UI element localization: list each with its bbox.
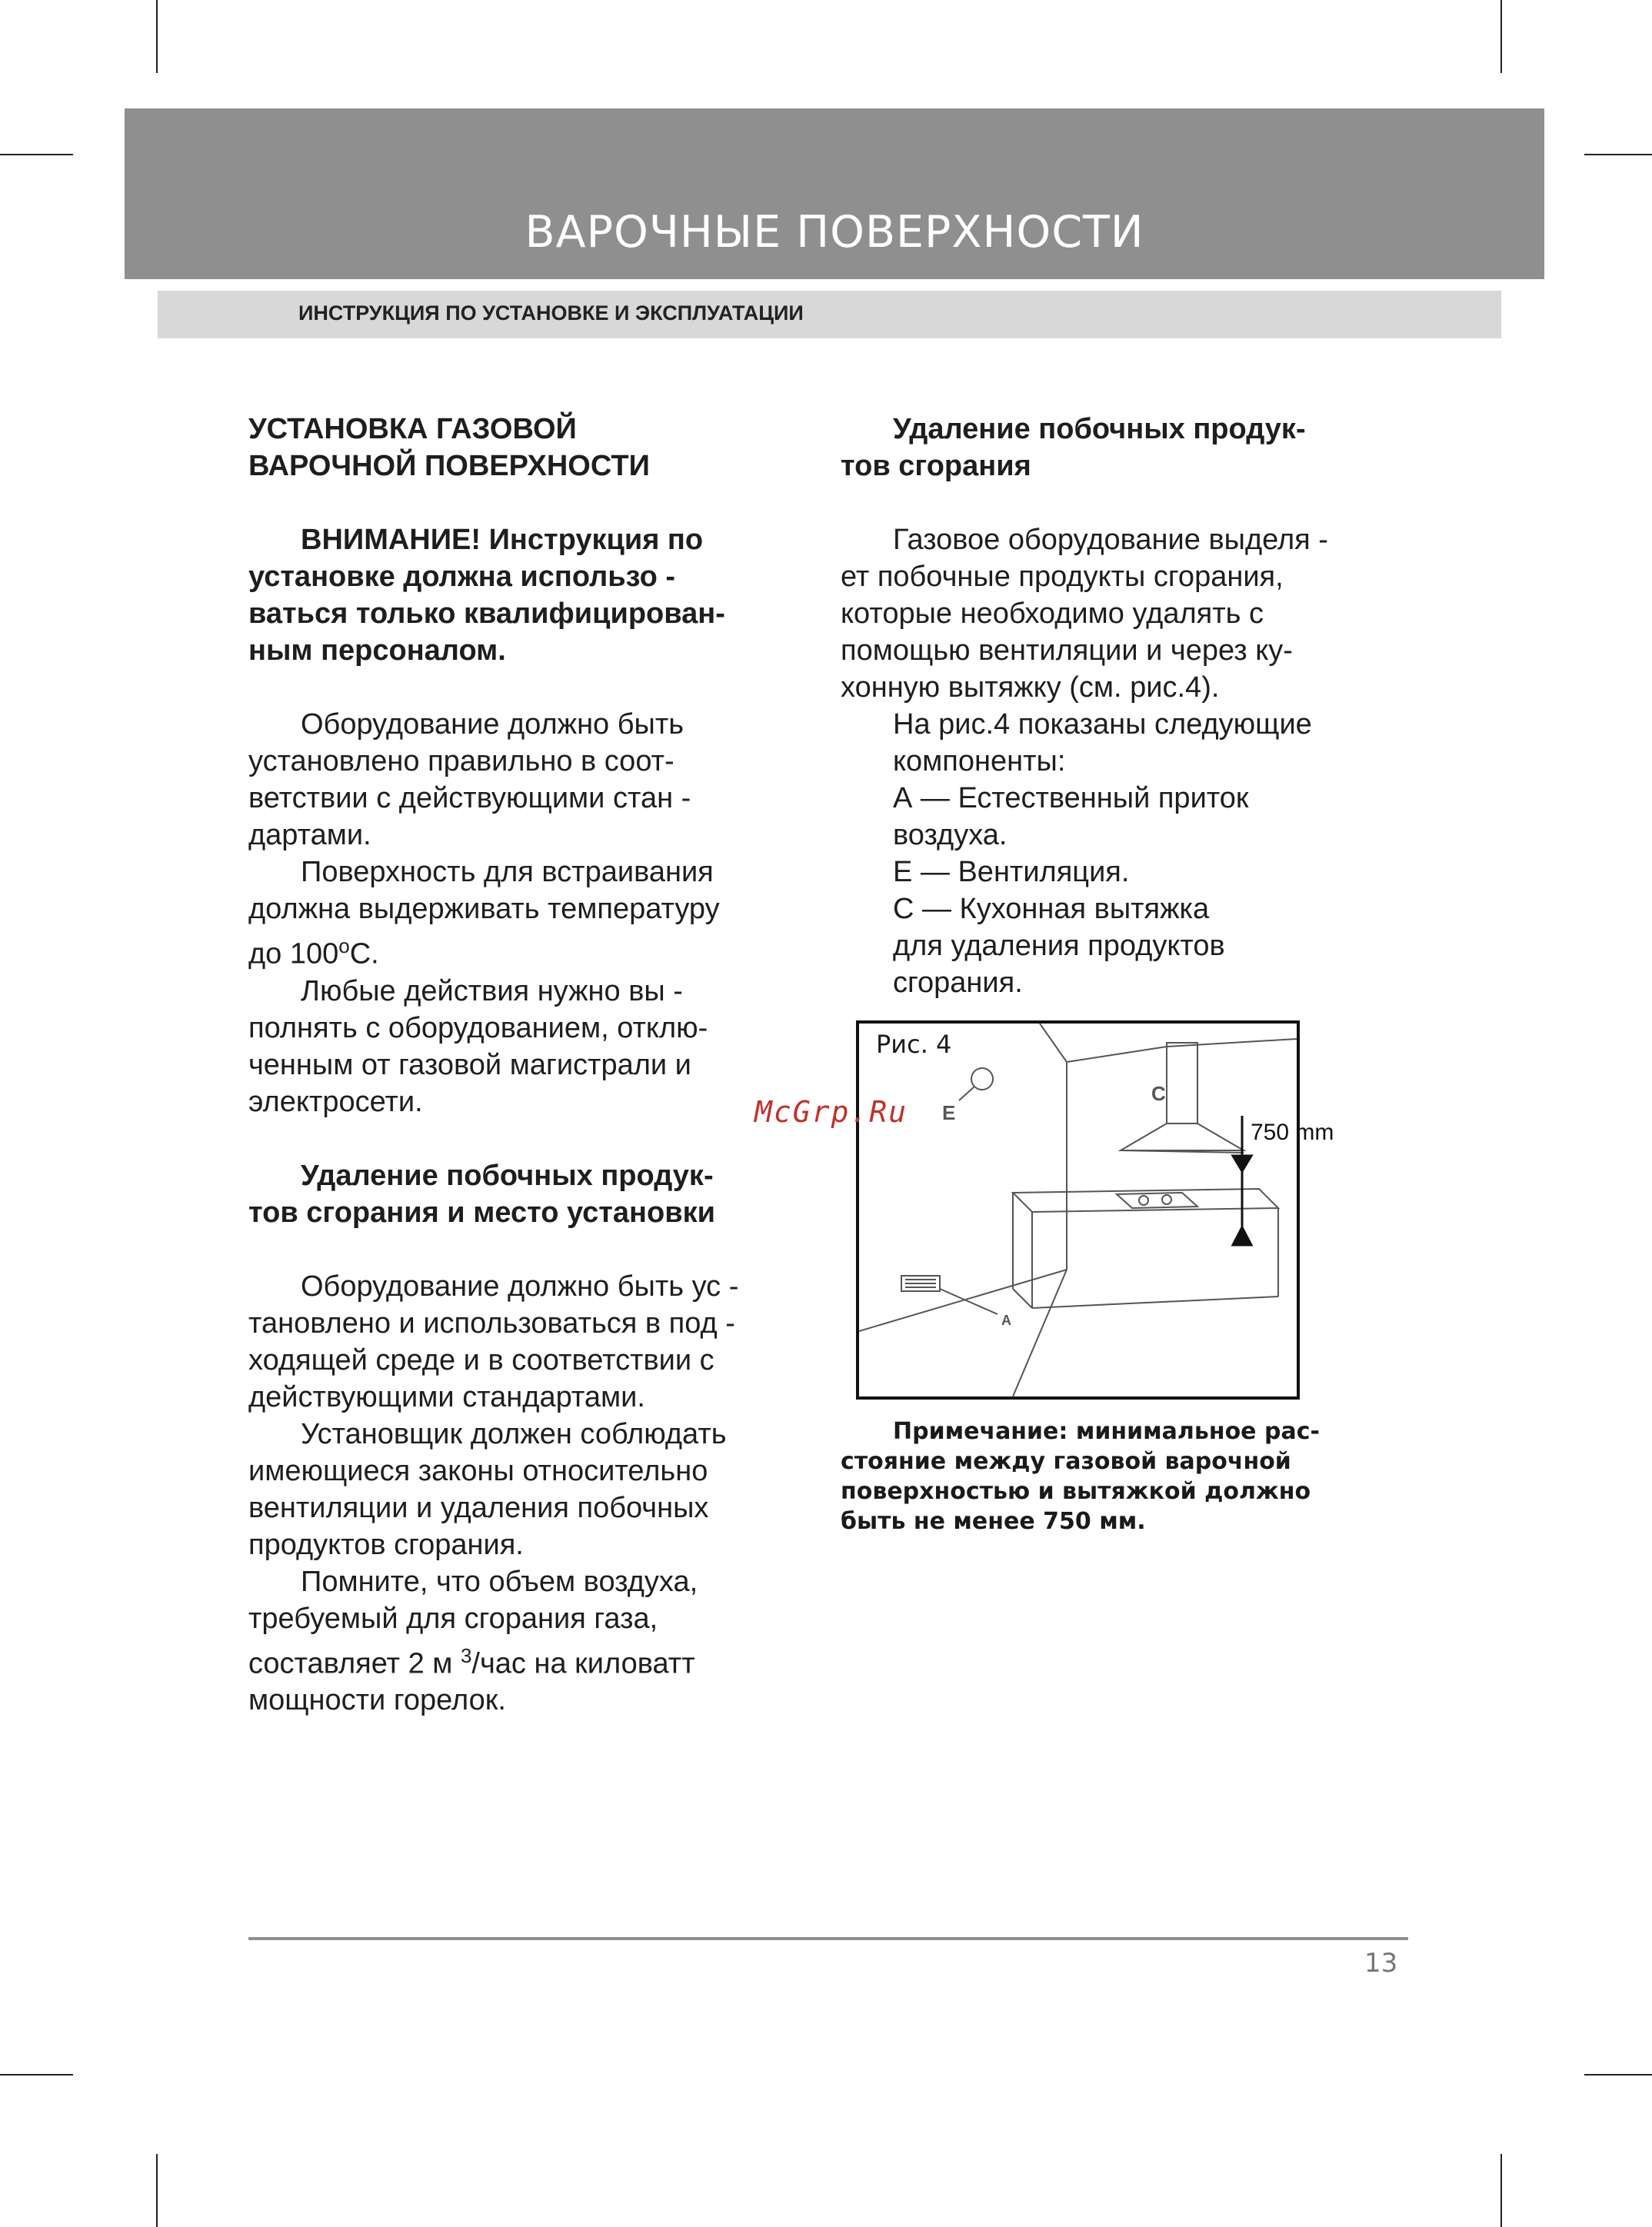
component-item: для удаления продуктов (893, 930, 1225, 962)
dimension-arrow-up (1233, 1227, 1251, 1245)
paragraph-line: которые необходимо удалять с (841, 598, 1264, 630)
paragraph-line: имеющиеся законы относительно (248, 1454, 708, 1487)
volume-text: составляет 2 м (248, 1647, 461, 1680)
counter-bottom (1013, 1289, 1032, 1308)
header-band (125, 108, 1544, 279)
marker-a: A (1001, 1313, 1011, 1328)
paragraph-line: Любые действия нужно вы - (301, 974, 683, 1007)
crop-mark (156, 2154, 158, 2227)
note-line: стояние между газовой варочной (841, 1448, 1291, 1475)
note-line: поверхностью и вытяжкой должно (841, 1478, 1311, 1505)
floor-line (1013, 1270, 1067, 1396)
ventilation-opening (971, 1068, 993, 1090)
crop-mark (1584, 154, 1652, 155)
paragraph-line: дартами. (248, 819, 371, 851)
paragraph-line: ходящей среде и в соответствии с (248, 1343, 714, 1376)
warning-line: ваться только квалифицирован- (248, 598, 725, 630)
paragraph-line: продуктов сгорания. (248, 1528, 524, 1561)
note-line: быть не менее 750 мм. (841, 1508, 1146, 1535)
paragraph-line: На рис.4 показаны следующие (893, 708, 1312, 741)
section-heading: ВАРОЧНОЙ ПОВЕРХНОСТИ (248, 450, 650, 482)
hood-chimney (1167, 1043, 1197, 1123)
figure-4 (856, 1020, 1300, 1400)
crop-mark (156, 0, 158, 73)
floor-line (859, 1270, 1067, 1331)
crop-mark (1584, 2074, 1652, 2076)
paragraph-line (248, 927, 771, 973)
volume-unit: /час на киловатт (471, 1647, 695, 1680)
paragraph-line: требуемый для сгорания газа, (248, 1602, 658, 1635)
paragraph-line: ет побочные продукты сгорания, (841, 561, 1284, 593)
right-column (841, 411, 1371, 1001)
hob (1117, 1193, 1197, 1208)
paragraph-line: электросети. (248, 1085, 423, 1118)
ceiling-line (1067, 1047, 1167, 1062)
wall-line (1040, 1024, 1067, 1062)
watermark: McGrp.Ru (754, 1095, 908, 1129)
paragraph-line: Поверхность для встраивания (301, 856, 714, 888)
paragraph-line: установлено правильно в соот- (248, 745, 674, 777)
footer-rule (248, 1937, 1408, 1940)
paragraph-line (248, 1637, 771, 1683)
kitchen-diagram (859, 1024, 1297, 1396)
paragraph-line: Помните, что объем воздуха, (301, 1565, 698, 1598)
section-heading: Удаление побочных продук- (301, 1159, 714, 1192)
burner (1139, 1196, 1148, 1205)
paragraph-line: Установщик должен соблюдать (301, 1417, 727, 1450)
paragraph-line: компоненты: (893, 745, 1066, 777)
paragraph-line: ченным от газовой магистрали и (248, 1048, 691, 1081)
paragraph-line: Оборудование должно быть (301, 708, 684, 741)
warning-line: ВНИМАНИЕ! Инструкция по (301, 524, 704, 556)
section-heading: тов сгорания (841, 450, 1031, 482)
page-title: ВАРОЧНЫЕ ПОВЕРХНОСТИ (525, 207, 1144, 258)
component-item: сгорания. (893, 967, 1023, 999)
warning-line: ным персоналом. (248, 634, 506, 667)
left-column (248, 411, 771, 1719)
paragraph-line: Оборудование должно быть ус - (301, 1270, 739, 1303)
degree-sign: о (338, 934, 350, 957)
note (841, 1416, 1379, 1536)
component-item: Е — Вентиляция. (893, 856, 1130, 888)
crop-mark (0, 2074, 73, 2076)
component-item: С — Кухонная вытяжка (893, 893, 1210, 925)
section-heading: тов сгорания и место установки (248, 1196, 715, 1229)
dimension-arrow-down (1233, 1156, 1251, 1171)
marker-e: E (942, 1101, 956, 1124)
subtitle-band (158, 291, 1501, 338)
page-subtitle: ИНСТРУКЦИЯ ПО УСТАНОВКЕ И ЭКСПЛУАТАЦИИ (298, 301, 804, 325)
paragraph-line: должна выдерживать температуру (248, 893, 720, 925)
paragraph-line: действующими стандартами. (248, 1380, 645, 1413)
crop-mark (1500, 0, 1502, 73)
component-item: воздуха. (893, 819, 1008, 851)
pointer-line (959, 1087, 974, 1100)
counter-bottom (1032, 1297, 1278, 1308)
paragraph-line: тановлено и использоваться в под - (248, 1307, 735, 1340)
paragraph-line: помощью вентиляции и через ку- (841, 634, 1293, 667)
superscript: 3 (460, 1643, 472, 1667)
crop-mark (1500, 2154, 1502, 2227)
paragraph-line: вентиляции и удаления побочных (248, 1491, 709, 1524)
dimension-label: 750 mm (1251, 1120, 1334, 1145)
paragraph-line: ветствии с действующими стан - (248, 782, 691, 814)
section-heading: УСТАНОВКА ГАЗОВОЙ (248, 413, 577, 445)
warning-line: установке должна использо - (248, 561, 675, 593)
paragraph-line: полнять с оборудованием, отклю- (248, 1011, 708, 1044)
crop-mark (0, 154, 73, 155)
hood-body (1121, 1123, 1244, 1150)
paragraph-line: хонную вытяжку (см. рис.4). (841, 671, 1220, 704)
paragraph-line: Газовое оборудование выделя - (893, 524, 1328, 556)
section-heading: Удаление побочных продук- (893, 413, 1306, 445)
marker-c: C (1151, 1082, 1166, 1105)
page-number: 13 (1364, 1948, 1398, 1979)
component-item: А — Естественный приток (893, 782, 1249, 814)
temperature-unit: С. (349, 937, 379, 970)
temperature-text: до 100 (248, 937, 339, 970)
burner (1162, 1195, 1171, 1204)
paragraph-line: мощности горелок. (248, 1684, 506, 1717)
figure-label: Рис. 4 (876, 1030, 952, 1059)
note-line: Примечание: минимальное рас- (893, 1418, 1320, 1445)
